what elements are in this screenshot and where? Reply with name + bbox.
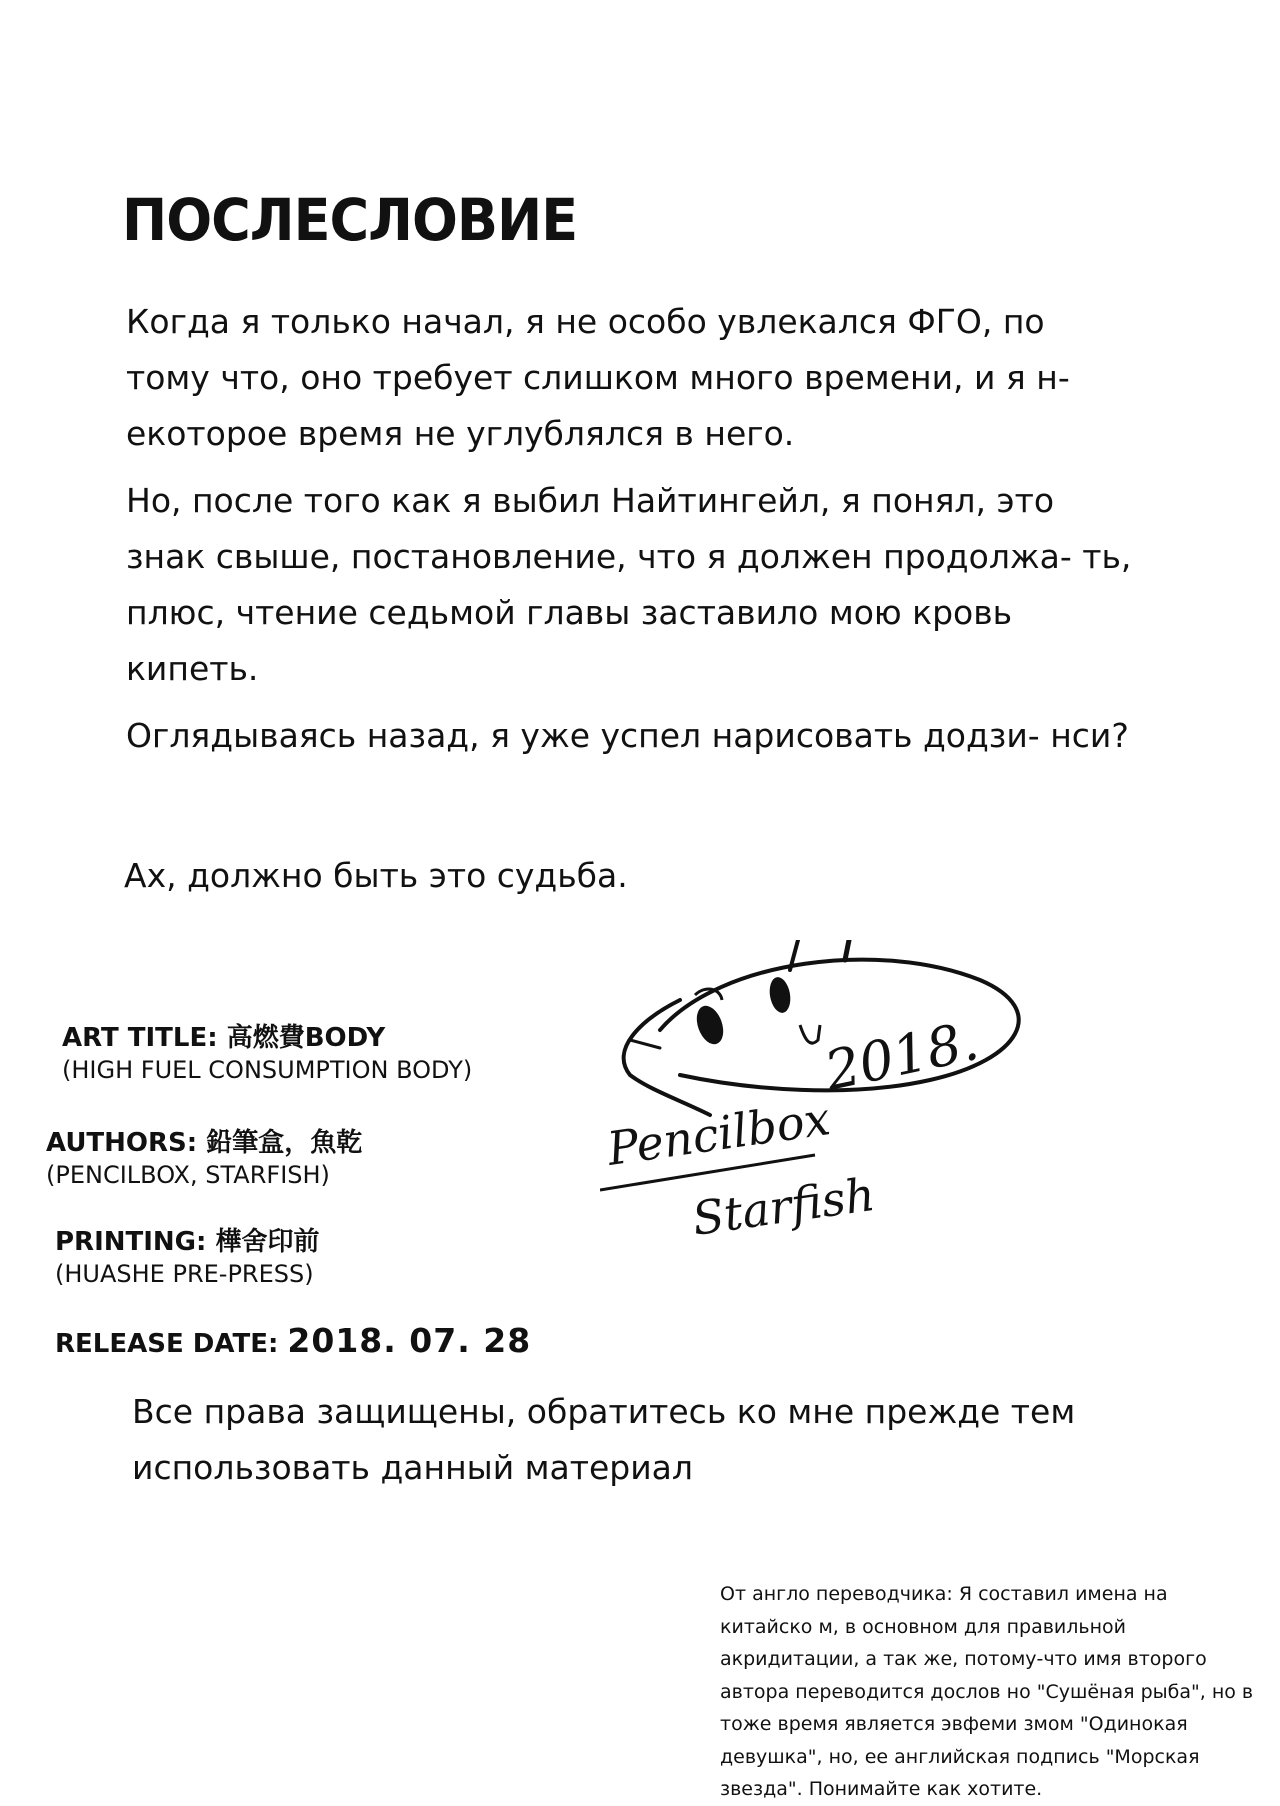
authors-label: AUTHORS: xyxy=(46,1128,198,1158)
art-title-translation: (HIGH FUEL CONSUMPTION BODY) xyxy=(62,1056,473,1084)
paragraph-2: Но, после того как я выбил Найтингейл, я понял, это знак свыше, постановление, что я должен продолжа- ть, плюс, чтение седьмой главы заставило мою кровь кипеть. xyxy=(126,481,1132,688)
printing-translation: (HUASHE PRE-PRESS) xyxy=(55,1260,314,1288)
rights-notice: Все права защищены, обратитесь ко мне прежде тем использовать данный материал xyxy=(132,1392,1076,1487)
paragraph-3: Оглядываясь назад, я уже успел нарисовать додзи- нси? xyxy=(126,716,1129,755)
printing-value: 樺舍印前 xyxy=(215,1227,320,1257)
signature-name-2: Starfish xyxy=(689,1166,879,1246)
signature-year: 2018. xyxy=(819,1008,984,1103)
credit-art-title xyxy=(62,1022,472,1086)
printing-label: PRINTING: xyxy=(55,1227,207,1257)
translator-note: От англо переводчика: Я составил имена на китайско м, в основном для правильной акридитации, а так же, потому-что имя второго автора переводится дослов но "Сушёная рыба", но в тоже время является эвфеми змом "Одинокая девушка", но, ее английская подпись "Морская звезда". Понимайте как хотите. xyxy=(720,1583,1254,1800)
credit-release-date xyxy=(55,1321,532,1360)
authors-translation: (PENCILBOX, STARFISH) xyxy=(46,1161,330,1189)
release-date-label: RELEASE DATE: xyxy=(55,1329,279,1359)
paragraph-1: Когда я только начал, я не особо увлекался ФГО, по тому что, оно требует слишком много времени, и я н- екоторое время не углублялся в него. xyxy=(126,302,1070,453)
credit-authors xyxy=(46,1127,362,1191)
art-title-value: 高燃費BODY xyxy=(226,1023,386,1053)
signature-sketch-icon xyxy=(600,940,1160,1270)
paragraph-4: Ах, должно быть это судьба. xyxy=(124,856,628,895)
credit-printing xyxy=(55,1226,320,1290)
release-date-value: 2018. 07. 28 xyxy=(287,1321,532,1360)
signature-name-1: Pencilbox xyxy=(604,1091,834,1176)
signature-drawing xyxy=(600,940,1160,1270)
art-title-label: ART TITLE: xyxy=(62,1023,218,1053)
page-title: ПОСЛЕСЛОВИЕ xyxy=(122,186,578,255)
authors-value: 鉛筆盒，魚乾 xyxy=(206,1128,363,1158)
